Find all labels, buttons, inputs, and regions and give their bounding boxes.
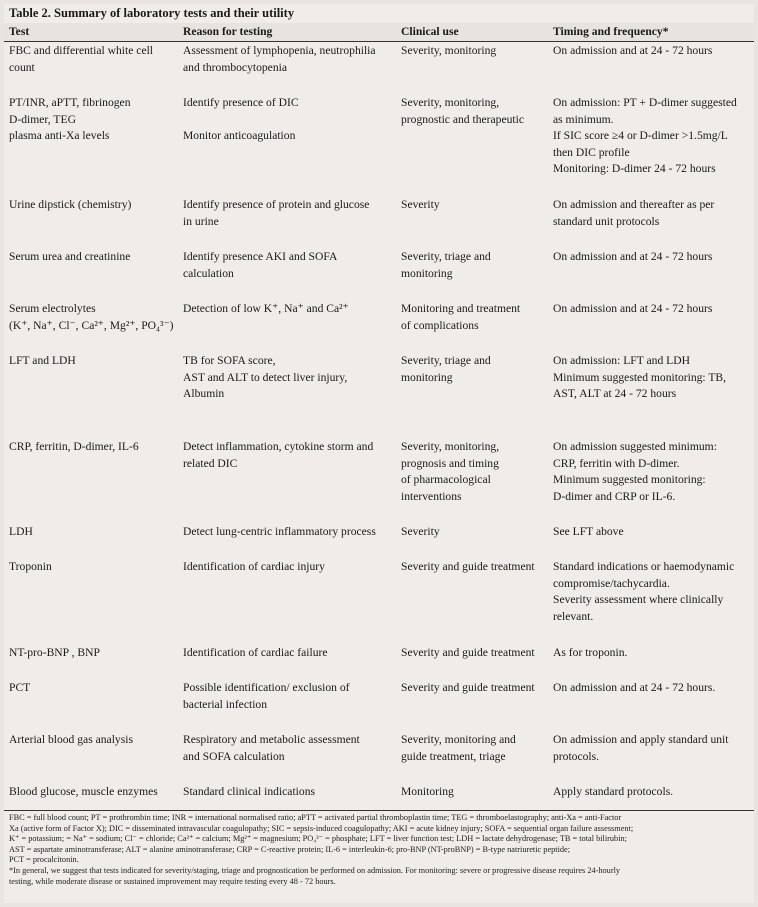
cell-line: On admission and at 24 - 72 hours. bbox=[553, 681, 716, 694]
cell-test bbox=[9, 43, 177, 76]
cell-reason bbox=[183, 353, 395, 403]
cell-line: Monitoring: D-dimer 24 - 72 hours bbox=[553, 162, 716, 175]
cell-test bbox=[9, 95, 177, 145]
table-header bbox=[4, 23, 754, 41]
footnote-line: K⁺ = potassium; = Na⁺ = sodium; Cl⁻ = chloride; Ca²⁺ = calcium; Mg²⁺ = magnesium; PO₄³⁻ = phosphate; LFT = liver function test; LDH = lactate dehydrogenase; TB = total bilirubin; bbox=[9, 834, 627, 844]
cell-clinical-use bbox=[401, 680, 547, 697]
cell-line: Severity, monitoring bbox=[401, 44, 497, 57]
cell-reason bbox=[183, 784, 395, 801]
cell-line: On admission and thereafter as per bbox=[553, 198, 715, 211]
cell-line: monitoring bbox=[401, 266, 453, 280]
cell-line: Serum urea and creatinine bbox=[9, 250, 131, 263]
cell-line: Severity, monitoring and bbox=[401, 733, 516, 746]
cell-line: NT-pro-BNP , BNP bbox=[9, 646, 100, 659]
cell-clinical-use bbox=[401, 95, 547, 128]
cell-clinical-use bbox=[401, 353, 547, 386]
cell-timing bbox=[553, 680, 751, 697]
cell-timing bbox=[553, 95, 751, 178]
cell-line: then DIC profile bbox=[553, 145, 630, 159]
cell-clinical-use bbox=[401, 197, 547, 214]
cell-line: Monitoring bbox=[401, 785, 454, 798]
footnote-line: *In general, we suggest that tests indicated for severity/staging, triage and prognostication be performed on admission. For monitoring: severe or progressive disease requires 24-hourly bbox=[9, 865, 621, 875]
cell-line: Minimum suggested monitoring: TB, bbox=[553, 370, 727, 384]
cell-test bbox=[9, 559, 177, 576]
cell-test bbox=[9, 197, 177, 214]
header-reason: Reason for testing bbox=[183, 25, 273, 38]
footnote-line: Xa (active form of Factor X); DIC = disseminated intravascular coagulopathy; SIC = sepsis-induced coagulopathy; AKI = acute kidney injury; SOFA = sequential organ failure assessment; bbox=[9, 823, 634, 833]
cell-line: Severity, triage and bbox=[401, 354, 491, 367]
cell-timing bbox=[553, 439, 751, 505]
cell-timing bbox=[553, 732, 751, 765]
cell-line: plasma anti-Xa levels bbox=[9, 129, 110, 142]
cell-line: Monitoring and treatment bbox=[401, 302, 521, 315]
cell-clinical-use bbox=[401, 645, 547, 662]
cell-timing bbox=[553, 645, 751, 662]
cell-line: PT/INR, aPTT, fibrinogen bbox=[9, 96, 131, 109]
cell-line: On admission suggested minimum: bbox=[553, 440, 717, 453]
cell-line: relevant. bbox=[553, 609, 594, 623]
cell-clinical-use bbox=[401, 732, 547, 765]
cell-test bbox=[9, 249, 177, 266]
cell-line: protocols. bbox=[553, 749, 600, 763]
cell-line: Severity, monitoring, bbox=[401, 96, 500, 109]
cell-line: Severity and guide treatment bbox=[401, 646, 535, 659]
footnote-line: FBC = full blood count; PT = prothrombin time; INR = international normalised ratio; aPTT = activated partial thromboplastin time; TEG = thromboelastography; anti-Xa = anti-Factor bbox=[9, 813, 622, 822]
cell-timing bbox=[553, 301, 751, 318]
cell-line: On admission and at 24 - 72 hours bbox=[553, 250, 713, 263]
cell-line: Possible identification/ exclusion of bbox=[183, 681, 350, 694]
cell-line: interventions bbox=[401, 489, 462, 503]
cell-line: related DIC bbox=[183, 456, 238, 470]
cell-clinical-use bbox=[401, 559, 547, 576]
cell-line: Assessment of lymphopenia, neutrophilia bbox=[183, 44, 376, 57]
cell-clinical-use bbox=[401, 301, 547, 334]
cell-line: Severity bbox=[401, 198, 440, 211]
cell-line: Severity, monitoring, bbox=[401, 440, 500, 453]
cell-test bbox=[9, 353, 177, 370]
cell-line: Severity and guide treatment bbox=[401, 560, 535, 573]
cell-clinical-use bbox=[401, 524, 547, 541]
table-title: Table 2. Summary of laboratory tests and their utility bbox=[9, 6, 295, 20]
cell-line: standard unit protocols bbox=[553, 214, 660, 228]
cell-line: in urine bbox=[183, 214, 219, 228]
cell-line: Standard clinical indications bbox=[183, 785, 316, 798]
cell-test bbox=[9, 784, 177, 801]
cell-line bbox=[183, 112, 395, 129]
cell-line: Blood glucose, muscle enzymes bbox=[9, 785, 158, 798]
cell-test bbox=[9, 439, 177, 456]
cell-reason bbox=[183, 680, 395, 713]
cell-line: On admission: PT + D-dimer suggested bbox=[553, 96, 737, 109]
cell-line: On admission and at 24 - 72 hours bbox=[553, 44, 713, 57]
cell-clinical-use bbox=[401, 249, 547, 282]
header-clinical-use: Clinical use bbox=[401, 25, 459, 38]
cell-line: D-dimer and CRP or IL-6. bbox=[553, 489, 676, 503]
cell-line: Monitor anticoagulation bbox=[183, 129, 296, 142]
cell-line: Respiratory and metabolic assessment bbox=[183, 733, 360, 746]
cell-line: guide treatment, triage bbox=[401, 749, 506, 763]
cell-line: Apply standard protocols. bbox=[553, 785, 674, 798]
cell-test bbox=[9, 732, 177, 749]
header-timing: Timing and frequency* bbox=[553, 25, 669, 38]
cell-line: Identify presence of protein and glucose bbox=[183, 198, 370, 211]
cell-line: LDH bbox=[9, 525, 33, 538]
cell-line: CRP, ferritin, D-dimer, IL-6 bbox=[9, 440, 139, 453]
header-test: Test bbox=[9, 25, 30, 38]
cell-line: As for troponin. bbox=[553, 646, 628, 659]
cell-line: Urine dipstick (chemistry) bbox=[9, 198, 132, 211]
cell-timing bbox=[553, 197, 751, 230]
table-footnotes bbox=[9, 813, 749, 887]
cell-line: monitoring bbox=[401, 370, 453, 384]
cell-line: Identification of cardiac failure bbox=[183, 646, 328, 659]
cell-line: Albumin bbox=[183, 387, 225, 400]
cell-line: Identification of cardiac injury bbox=[183, 560, 325, 573]
cell-timing bbox=[553, 524, 751, 541]
cell-line: Severity, triage and bbox=[401, 250, 491, 263]
cell-line: Minimum suggested monitoring: bbox=[553, 473, 706, 486]
cell-line: Detect inflammation, cytokine storm and bbox=[183, 440, 374, 453]
cell-line: Severity assessment where clinically bbox=[553, 593, 724, 606]
cell-clinical-use bbox=[401, 439, 547, 505]
cell-line: FBC and differential white cell bbox=[9, 44, 154, 57]
cell-line: AST and ALT to detect liver injury, bbox=[183, 370, 348, 384]
cell-test bbox=[9, 301, 177, 334]
footnote-line: PCT = procalcitonin. bbox=[9, 855, 79, 865]
cell-line: AST, ALT at 24 - 72 hours bbox=[553, 387, 677, 400]
cell-line: prognostic and therapeutic bbox=[401, 112, 524, 126]
header-rule bbox=[4, 41, 754, 42]
cell-timing bbox=[553, 43, 751, 60]
cell-line: Severity bbox=[401, 525, 440, 538]
cell-line: On admission and apply standard unit bbox=[553, 733, 729, 746]
table-panel bbox=[4, 4, 754, 903]
cell-clinical-use bbox=[401, 784, 547, 801]
cell-reason bbox=[183, 43, 395, 76]
cell-line: Standard indications or haemodynamic bbox=[553, 560, 735, 573]
cell-line: Serum electrolytes bbox=[9, 302, 96, 315]
cell-line: See LFT above bbox=[553, 525, 624, 538]
cell-line: of pharmacological bbox=[401, 473, 491, 486]
cell-line: D-dimer, TEG bbox=[9, 112, 76, 126]
cell-reason bbox=[183, 645, 395, 662]
cell-line: Severity and guide treatment bbox=[401, 681, 535, 694]
cell-test bbox=[9, 645, 177, 662]
cell-line: compromise/tachycardia. bbox=[553, 576, 670, 590]
cell-line: Troponin bbox=[9, 560, 52, 573]
cell-line: Detect lung-centric inflammatory process bbox=[183, 525, 376, 538]
footnote-line: AST = aspartate aminotransferase; ALT = alanine aminotransferase; CRP = C-reactive protein; IL-6 = interleukin-6; pro-BNP (NT-proBNP) = B-type natriuretic peptide; bbox=[9, 844, 571, 854]
cell-line: bacterial infection bbox=[183, 697, 268, 711]
cell-line: and SOFA calculation bbox=[183, 749, 285, 763]
cell-test bbox=[9, 524, 177, 541]
cell-timing bbox=[553, 353, 751, 403]
cell-reason bbox=[183, 559, 395, 576]
cell-reason bbox=[183, 197, 395, 230]
cell-reason bbox=[183, 95, 395, 145]
cell-reason bbox=[183, 524, 395, 541]
cell-line: If SIC score ≥4 or D-dimer >1.5mg/L bbox=[553, 129, 728, 142]
cell-line: On admission: LFT and LDH bbox=[553, 354, 690, 367]
footer-rule bbox=[4, 810, 754, 811]
cell-line: of complications bbox=[401, 318, 479, 332]
cell-line: PCT bbox=[9, 681, 31, 694]
cell-line: and thrombocytopenia bbox=[183, 60, 287, 74]
cell-reason bbox=[183, 301, 395, 318]
cell-line: Detection of low K⁺, Na⁺ and Ca²⁺ bbox=[183, 302, 349, 315]
cell-line: Identify presence of DIC bbox=[183, 96, 299, 109]
cell-line: prognosis and timing bbox=[401, 456, 499, 470]
cell-line: calculation bbox=[183, 266, 234, 280]
cell-line: CRP, ferritin with D-dimer. bbox=[553, 456, 680, 470]
cell-line: Arterial blood gas analysis bbox=[9, 733, 133, 746]
cell-reason bbox=[183, 439, 395, 472]
cell-line: On admission and at 24 - 72 hours bbox=[553, 302, 713, 315]
footnote-line: testing, while moderate disease or sustained improvement may require testing every 48 - 72 hours. bbox=[9, 876, 336, 886]
cell-reason bbox=[183, 249, 395, 282]
cell-line: LFT and LDH bbox=[9, 354, 76, 367]
cell-line: TB for SOFA score, bbox=[183, 354, 276, 367]
cell-timing bbox=[553, 249, 751, 266]
cell-line: (K⁺, Na⁺, Cl⁻, Ca²⁺, Mg²⁺, PO₄³⁻) bbox=[9, 318, 174, 332]
cell-reason bbox=[183, 732, 395, 765]
cell-timing bbox=[553, 784, 751, 801]
cell-clinical-use bbox=[401, 43, 547, 60]
cell-line: count bbox=[9, 60, 35, 74]
cell-test bbox=[9, 680, 177, 697]
cell-line: Identify presence AKI and SOFA bbox=[183, 250, 338, 263]
cell-line: as minimum. bbox=[553, 112, 614, 126]
cell-timing bbox=[553, 559, 751, 625]
